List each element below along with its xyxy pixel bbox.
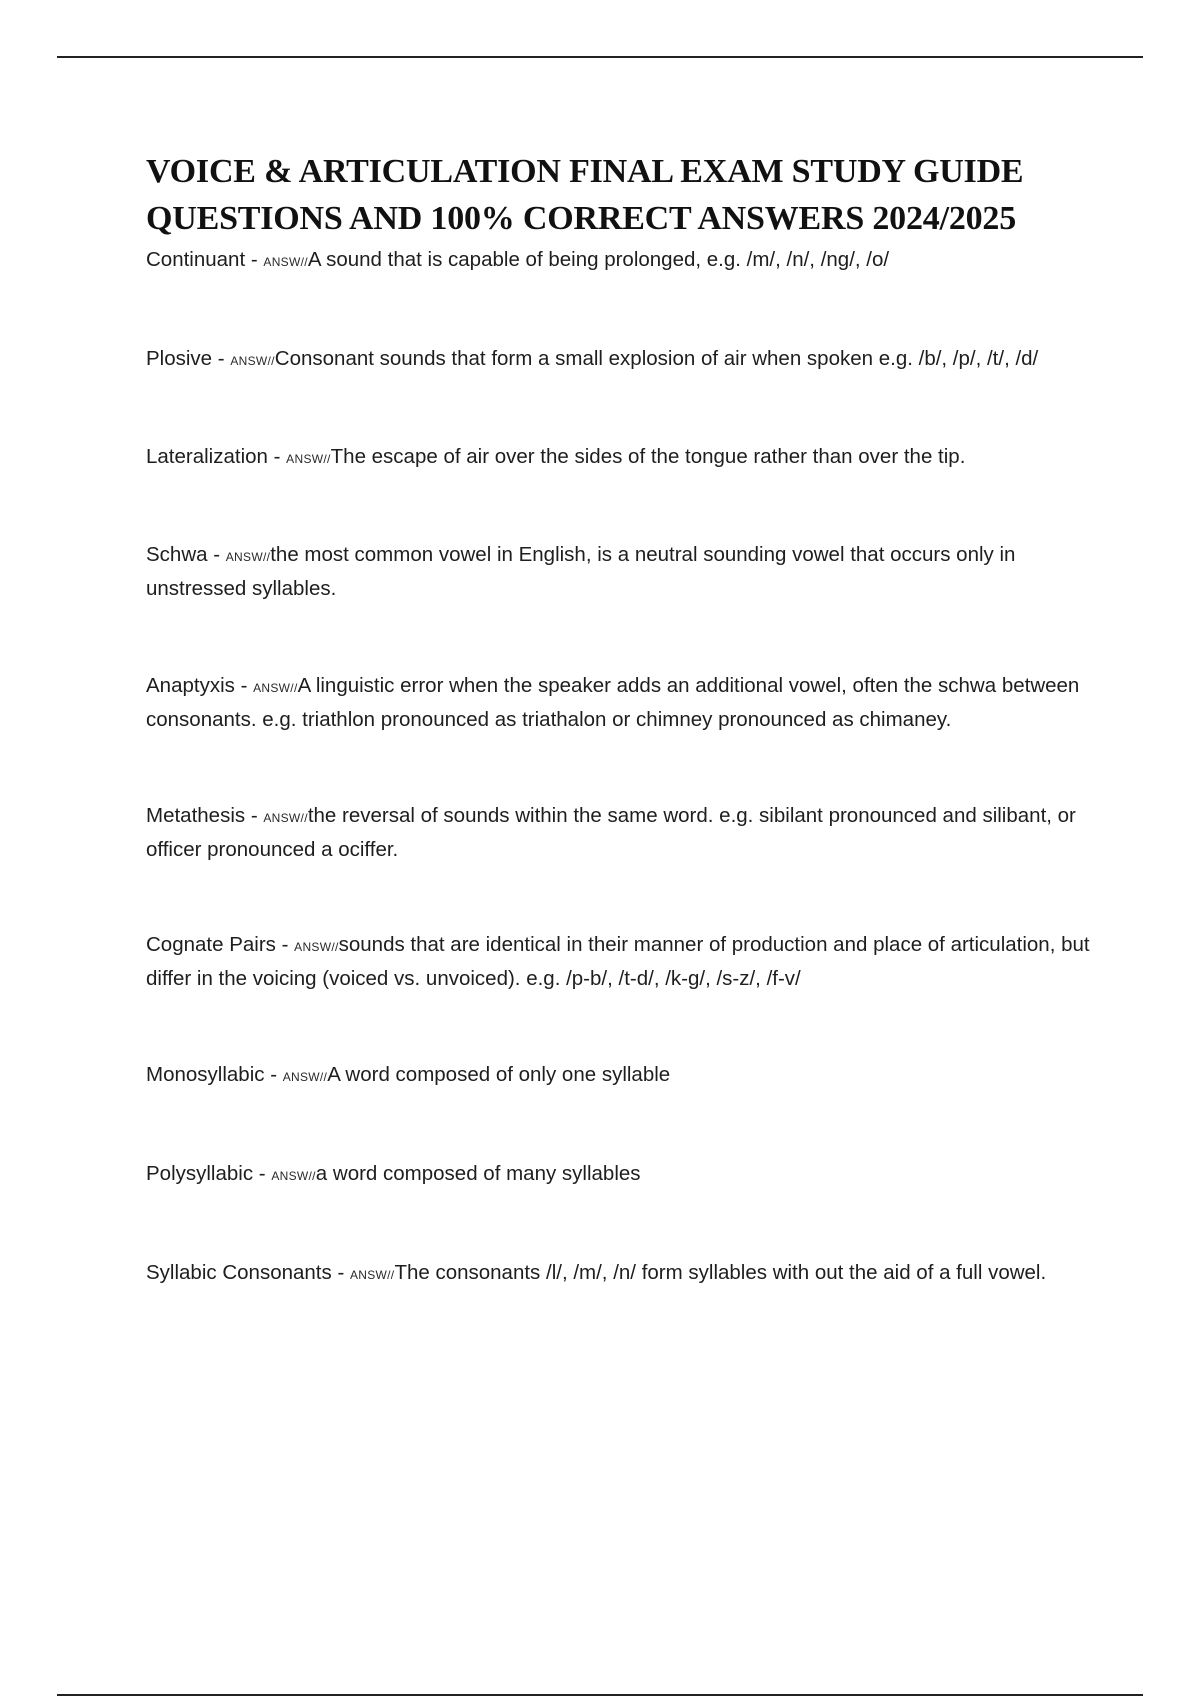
entry-term: Monosyllabic (146, 1063, 265, 1086)
entry-separator: - (245, 248, 264, 271)
entry-continuant (146, 244, 1096, 278)
answer-marker: ANSW// (225, 550, 271, 564)
entry-separator: - (264, 1063, 283, 1086)
entry-term: Plosive (146, 347, 213, 370)
entry-definition: a word composed of many syllables (315, 1162, 641, 1185)
answer-marker: ANSW// (253, 681, 298, 695)
answer-marker: ANSW// (230, 354, 275, 368)
entry-separator: - (331, 1261, 350, 1284)
entry-separator: - (245, 804, 264, 827)
answer-marker: ANSW// (271, 1169, 316, 1183)
entry-separator: - (207, 543, 226, 566)
entry-syllabic-consonants (146, 1257, 1096, 1291)
answer-marker: ANSW// (282, 1070, 328, 1084)
top-rule (57, 56, 1143, 58)
entry-term: Continuant (146, 248, 246, 271)
entry-separator: - (267, 445, 287, 468)
entry-schwa (146, 539, 1096, 604)
entry-separator: - (253, 1162, 272, 1185)
entry-definition: The escape of air over the sides of the tongue rather than over the tip. (330, 445, 966, 468)
entry-lateralization (146, 441, 1096, 475)
entry-definition: The consonants /l/, /m/, /n/ form syllables with out the aid of a full vowel. (394, 1261, 1047, 1284)
entry-term: Polysyllabic (146, 1162, 254, 1185)
title-line-1: VOICE & ARTICULATION FINAL EXAM STUDY GUIDE (146, 153, 1024, 190)
answer-marker: ANSW// (349, 1268, 395, 1282)
entry-definition: A sound that is capable of being prolonged, e.g. /m/, /n/, /ng/, /o/ (307, 248, 890, 271)
entry-term: Cognate Pairs (146, 933, 276, 956)
entry-separator: - (212, 347, 231, 370)
entry-term: Syllabic Consonants (146, 1261, 332, 1284)
entry-term: Metathesis (146, 804, 246, 827)
entry-cognate-pairs (146, 929, 1096, 994)
entry-definition: the reversal of sounds within the same word. e.g. sibilant pronounced and silibant, or officer pronounced a ociffer. (146, 804, 1076, 861)
entry-definition: A linguistic error when the speaker adds an additional vowel, often the schwa between consonants. e.g. triathlon pronounced as triathalon or chimney pronounced as chimaney. (146, 674, 1080, 731)
answer-marker: ANSW// (263, 811, 308, 825)
entry-polysyllabic (146, 1158, 1096, 1192)
entry-plosive (146, 343, 1096, 377)
entry-term: Schwa (146, 543, 208, 566)
study-guide-content (146, 148, 1096, 1291)
entry-definition: sounds that are identical in their manner of production and place of articulation, but differ in the voicing (voiced vs. unvoiced). e.g. /p-b/, /t-d/, /k-g/, /s-z/, /f-v/ (146, 933, 1090, 990)
title-line-2: QUESTIONS AND 100% CORRECT ANSWERS 2024/2025 (146, 200, 1017, 237)
entry-metathesis (146, 800, 1096, 865)
entry-monosyllabic (146, 1059, 1096, 1093)
entry-term: Lateralization (146, 445, 268, 468)
entry-definition: the most common vowel in English, is a neutral sounding vowel that occurs only in unstressed syllables. (146, 543, 1016, 600)
document-title (146, 148, 1096, 242)
entry-separator: - (234, 674, 254, 697)
entry-anaptyxis (146, 670, 1096, 735)
answer-marker: ANSW// (294, 940, 339, 954)
entry-definition: Consonant sounds that form a small explosion of air when spoken e.g. /b/, /p/, /t/, /d/ (274, 347, 1039, 370)
entry-term: Anaptyxis (146, 674, 235, 697)
answer-marker: ANSW// (286, 452, 331, 466)
entry-definition: A word composed of only one syllable (327, 1063, 671, 1086)
bottom-rule (57, 1694, 1143, 1696)
answer-marker: ANSW// (263, 255, 308, 269)
entry-separator: - (275, 933, 295, 956)
